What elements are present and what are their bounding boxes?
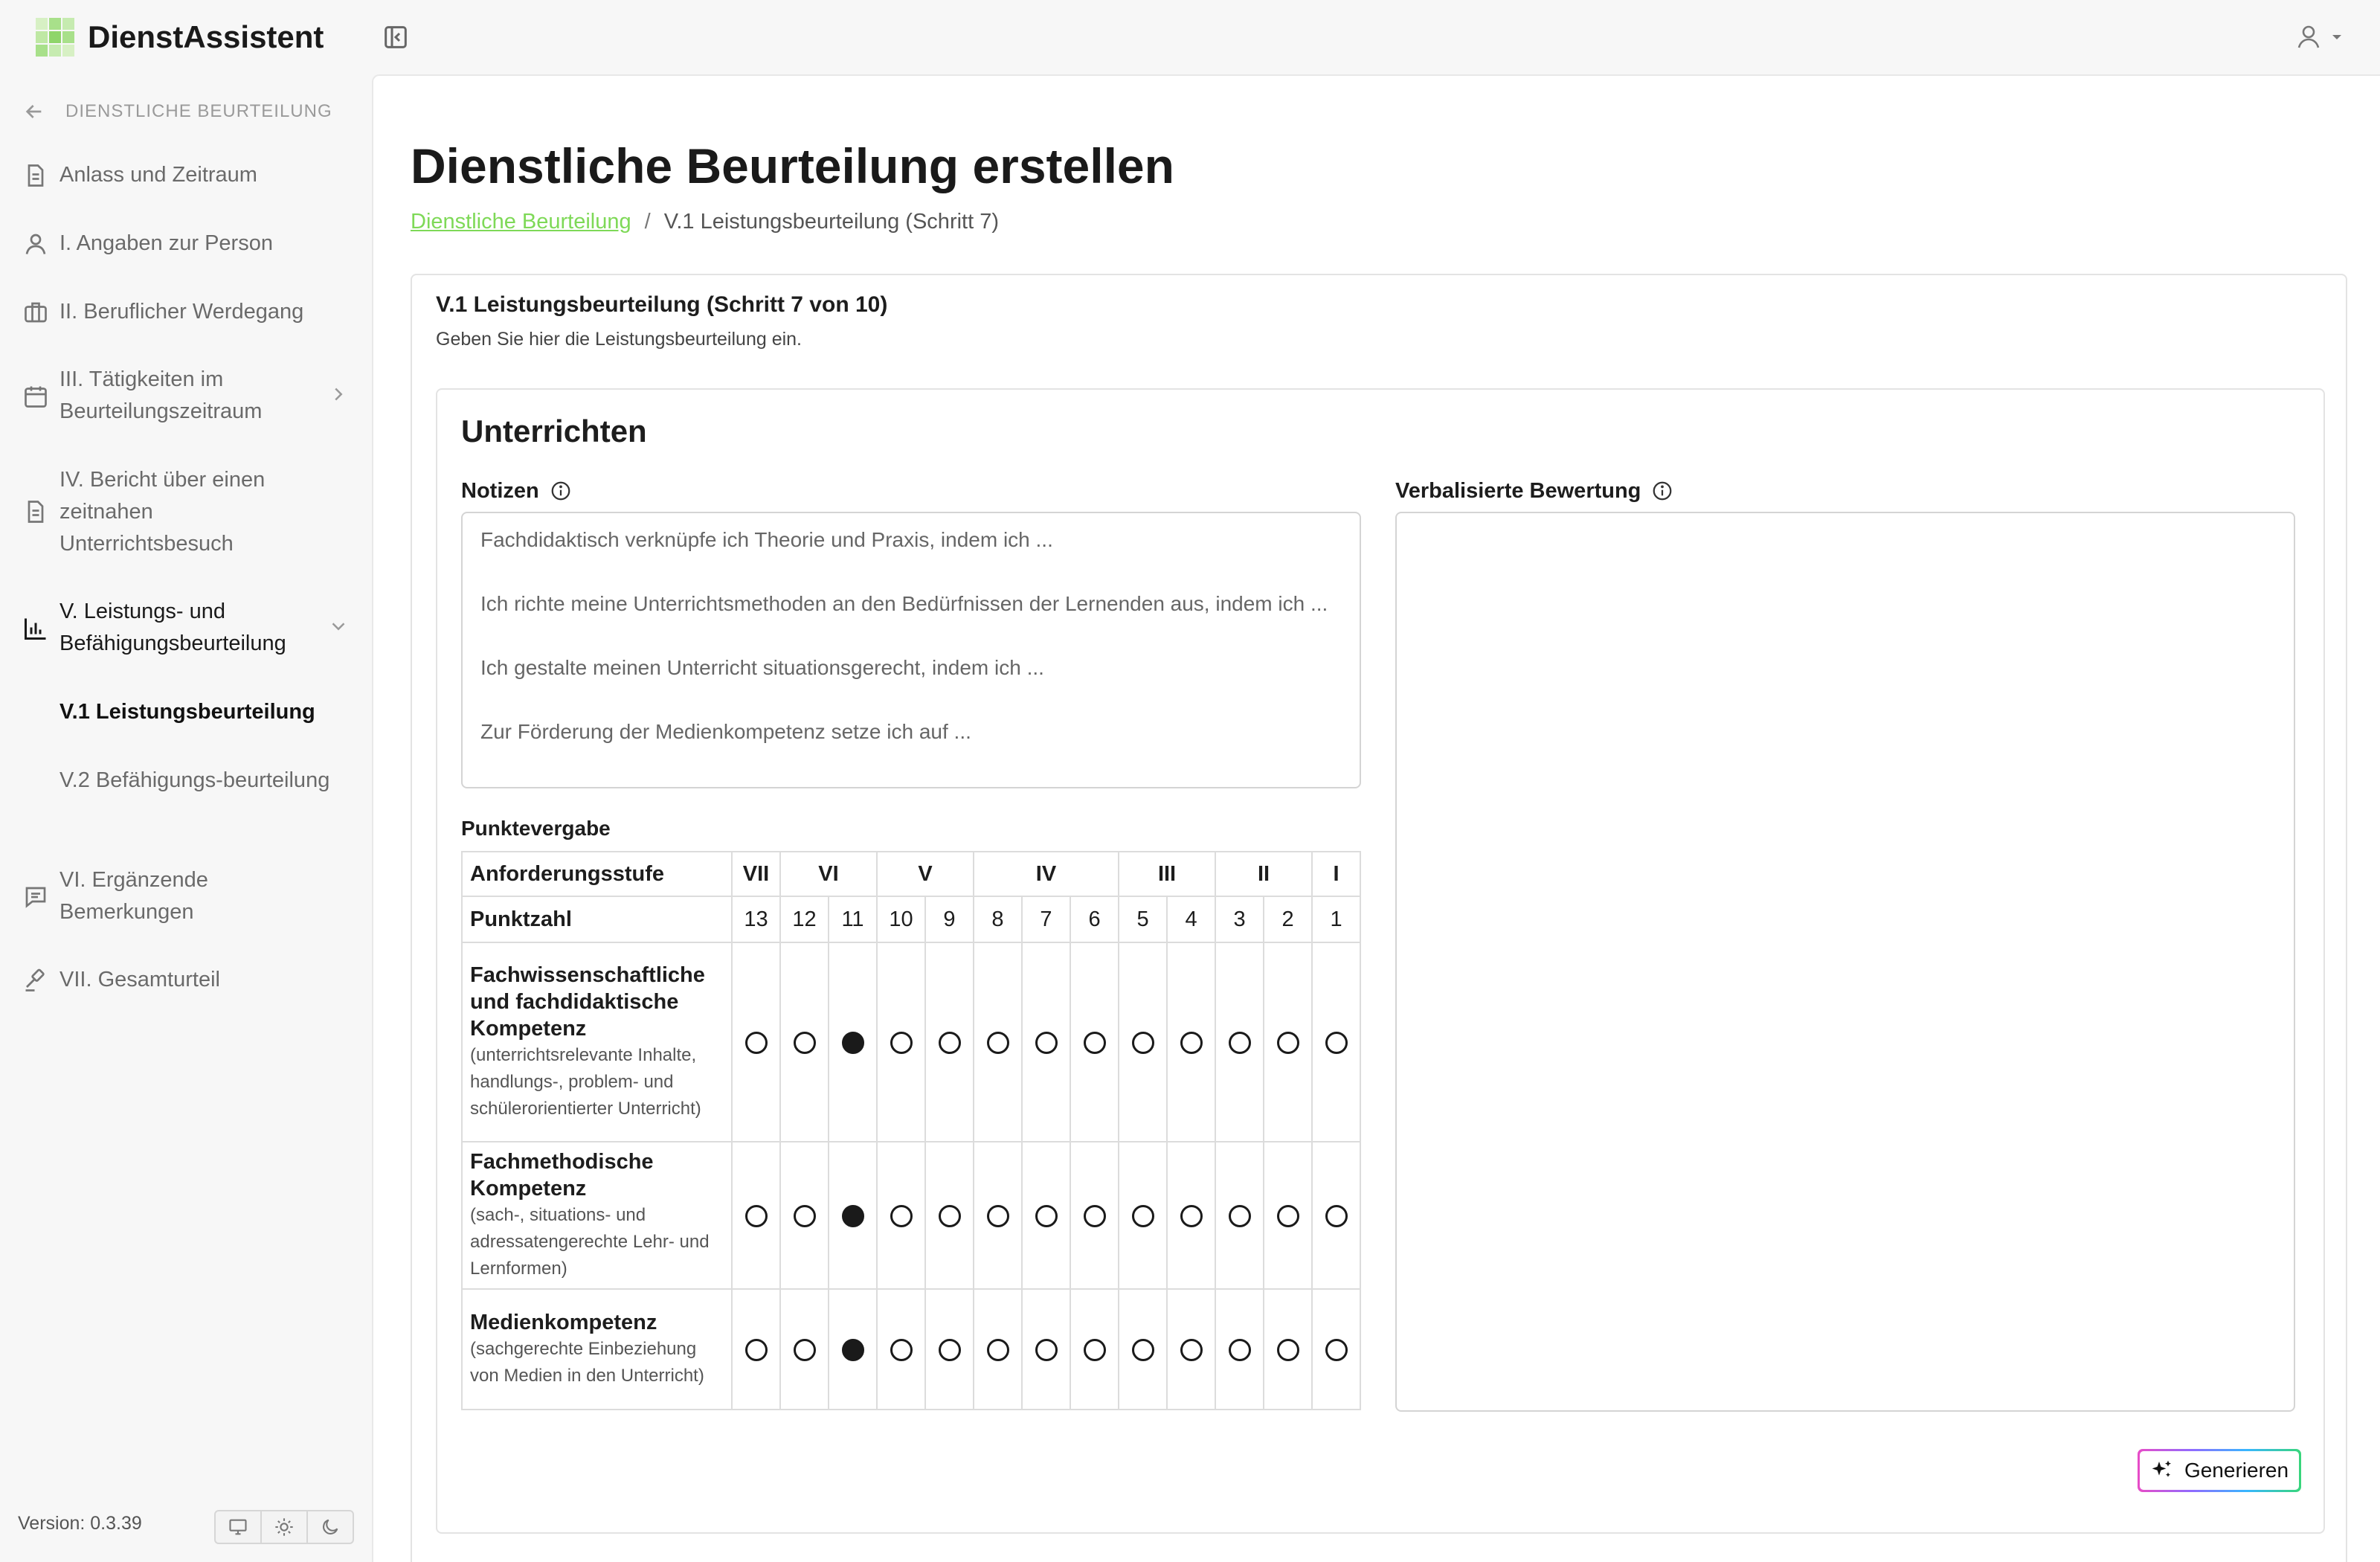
bar-chart-icon xyxy=(22,615,49,642)
radio-cell xyxy=(829,1142,877,1289)
radio-cell xyxy=(1070,942,1119,1142)
radio-cell xyxy=(1264,1289,1312,1410)
radio-cell xyxy=(1167,1142,1215,1289)
score-radio[interactable] xyxy=(842,1032,864,1054)
points-row xyxy=(462,896,1360,942)
criterion-description: (sach-, situations- und adressatengerechte Lehr- und Lernformen) xyxy=(470,1205,710,1279)
document-icon xyxy=(22,498,49,525)
user-icon xyxy=(22,231,49,257)
points-cell: 11 xyxy=(829,896,877,942)
grading-table xyxy=(461,851,1361,1410)
theme-switcher xyxy=(214,1510,354,1544)
radio-cell xyxy=(1312,1289,1360,1410)
theme-dark-button[interactable] xyxy=(308,1511,353,1543)
radio-cell xyxy=(877,1289,925,1410)
criterion-label xyxy=(462,1289,732,1410)
radio-cell xyxy=(732,1142,780,1289)
breadcrumb-current: V.1 Leistungsbeurteilung (Schritt 7) xyxy=(663,210,999,234)
radio-cell xyxy=(974,1289,1022,1410)
score-radio[interactable] xyxy=(1132,1205,1154,1227)
radio-cell xyxy=(1312,942,1360,1142)
sidebar-subitem-leistungsbeurteilung[interactable]: V.1 Leistungsbeurteilung xyxy=(60,700,315,724)
radio-cell xyxy=(732,942,780,1142)
criterion-description: (sachgerechte Einbeziehung von Medien in den Unterricht) xyxy=(470,1339,704,1386)
points-cell: 1 xyxy=(1312,896,1360,942)
score-radio[interactable] xyxy=(1084,1205,1106,1227)
points-cell: 12 xyxy=(780,896,829,942)
radio-cell xyxy=(1215,942,1264,1142)
radio-cell xyxy=(1215,1142,1264,1289)
points-cell: 6 xyxy=(1070,896,1119,942)
notes-label-text: Notizen xyxy=(461,479,539,503)
sidebar-item-label: IV. Bericht über einen zeitnahen Unterrichtsbesuch xyxy=(60,468,266,556)
level-cell: VI xyxy=(780,852,877,896)
sidebar-item-label: Anlass und Zeitraum xyxy=(60,163,257,187)
sidebar-toggle-icon[interactable] xyxy=(381,22,411,52)
generate-button-label: Generieren xyxy=(2184,1459,2289,1482)
score-radio[interactable] xyxy=(842,1205,864,1227)
score-radio[interactable] xyxy=(1132,1032,1154,1054)
gavel-icon xyxy=(22,967,49,994)
points-cell: 9 xyxy=(925,896,974,942)
arrow-left-icon xyxy=(22,100,46,123)
radio-cell xyxy=(1119,1289,1167,1410)
sidebar-item-anlass[interactable] xyxy=(22,159,350,191)
app-logo xyxy=(36,18,76,58)
score-radio[interactable] xyxy=(1180,1205,1203,1227)
radio-cell xyxy=(1264,942,1312,1142)
levels-header: Anforderungsstufe xyxy=(462,852,732,896)
card-subtitle: Geben Sie hier die Leistungsbeurteilung ein. xyxy=(436,329,803,350)
card-title: V.1 Leistungsbeurteilung (Schritt 7 von 10) xyxy=(436,292,888,317)
radio-cell xyxy=(780,1289,829,1410)
theme-light-button[interactable] xyxy=(262,1511,308,1543)
radio-cell xyxy=(1215,1289,1264,1410)
score-radio[interactable] xyxy=(987,1032,1009,1054)
score-radio[interactable] xyxy=(1035,1339,1058,1361)
step-card xyxy=(411,274,2347,1562)
score-radio[interactable] xyxy=(794,1205,816,1227)
radio-cell xyxy=(780,942,829,1142)
score-radio[interactable] xyxy=(1229,1032,1251,1054)
radio-cell xyxy=(1312,1142,1360,1289)
score-radio[interactable] xyxy=(1325,1339,1348,1361)
score-radio[interactable] xyxy=(939,1339,961,1361)
info-icon[interactable] xyxy=(1651,480,1673,502)
score-radio[interactable] xyxy=(1325,1205,1348,1227)
radio-cell xyxy=(1022,1142,1070,1289)
brand-name: DienstAssistent xyxy=(88,19,324,54)
notes-textarea[interactable]: Fachdidaktisch verknüpfe ich Theorie und Praxis, indem ich ... Ich richte meine Unterrichtsmethoden an den Bedürfnissen der Lernenden aus, indem ich ... Ich gestalte meinen Unterricht situationsgerecht, indem ich ... Zur Förderung der Medienkompetenz setze ich auf ... xyxy=(461,512,1361,788)
score-radio[interactable] xyxy=(1035,1205,1058,1227)
criterion-title: Fachmethodische Kompetenz xyxy=(470,1150,654,1201)
score-radio[interactable] xyxy=(1277,1032,1299,1054)
score-radio[interactable] xyxy=(987,1205,1009,1227)
generate-button[interactable] xyxy=(2138,1449,2301,1492)
level-cell: II xyxy=(1215,852,1312,896)
sidebar-item-label: V. Leistungs- und Befähigungsbeurteilung xyxy=(60,600,286,655)
breadcrumb-root-link[interactable]: Dienstliche Beurteilung xyxy=(411,210,631,234)
score-radio[interactable] xyxy=(1229,1339,1251,1361)
radio-cell xyxy=(1119,942,1167,1142)
sidebar-item-leistung[interactable] xyxy=(22,596,350,660)
points-cell: 13 xyxy=(732,896,780,942)
sidebar-item-label: II. Beruflicher Werdegang xyxy=(60,300,304,324)
radio-cell xyxy=(925,1142,974,1289)
criterion-title: Medienkompetenz xyxy=(470,1311,657,1334)
radio-cell xyxy=(1167,942,1215,1142)
radio-cell xyxy=(829,942,877,1142)
score-radio[interactable] xyxy=(745,1339,768,1361)
score-radio[interactable] xyxy=(939,1032,961,1054)
moon-icon xyxy=(320,1517,341,1537)
score-radio[interactable] xyxy=(1084,1032,1106,1054)
section-title: Unterrichten xyxy=(461,414,647,449)
user-menu-button[interactable] xyxy=(2295,21,2352,54)
info-icon[interactable] xyxy=(550,480,572,502)
notes-label xyxy=(461,476,572,506)
radio-cell xyxy=(1022,1289,1070,1410)
score-radio[interactable] xyxy=(745,1205,768,1227)
radio-cell xyxy=(974,942,1022,1142)
theme-system-button[interactable] xyxy=(216,1511,262,1543)
score-radio[interactable] xyxy=(1277,1339,1299,1361)
grading-label: Punktevergabe xyxy=(461,817,611,840)
criterion-label xyxy=(462,1142,732,1289)
level-cell: I xyxy=(1312,852,1360,896)
levels-row xyxy=(462,852,1360,896)
document-icon xyxy=(22,162,49,189)
points-header: Punktzahl xyxy=(462,896,732,942)
radio-cell xyxy=(925,942,974,1142)
score-radio[interactable] xyxy=(1084,1339,1106,1361)
score-radio[interactable] xyxy=(890,1032,913,1054)
radio-cell xyxy=(732,1289,780,1410)
score-radio[interactable] xyxy=(745,1032,768,1054)
points-cell: 7 xyxy=(1022,896,1070,942)
points-cell: 10 xyxy=(877,896,925,942)
sidebar-item-bericht[interactable] xyxy=(22,464,350,560)
points-cell: 5 xyxy=(1119,896,1167,942)
calendar-icon xyxy=(22,383,49,410)
sidebar-item-label: I. Angaben zur Person xyxy=(60,231,273,255)
score-radio[interactable] xyxy=(1277,1205,1299,1227)
criterion-row xyxy=(462,1142,1360,1289)
score-radio[interactable] xyxy=(1180,1032,1203,1054)
radio-cell xyxy=(1022,942,1070,1142)
breadcrumb xyxy=(411,207,999,237)
level-cell: V xyxy=(877,852,974,896)
score-radio[interactable] xyxy=(890,1205,913,1227)
criterion-description: (unterrichtsrelevante Inhalte, handlungs-, problem- und schülerorientierter Unterricht) xyxy=(470,1045,701,1119)
sidebar-item-gesamturteil[interactable] xyxy=(22,964,350,996)
radio-cell xyxy=(829,1289,877,1410)
verbal-rating-textarea[interactable] xyxy=(1395,512,2295,1412)
level-cell: VII xyxy=(732,852,780,896)
points-cell: 2 xyxy=(1264,896,1312,942)
chevron-right-icon xyxy=(327,383,350,405)
score-radio[interactable] xyxy=(1180,1339,1203,1361)
verbal-label-text: Verbalisierte Bewertung xyxy=(1395,479,1641,503)
sidebar-item-werdegang[interactable] xyxy=(22,296,350,328)
score-radio[interactable] xyxy=(1132,1339,1154,1361)
level-cell: IV xyxy=(974,852,1119,896)
score-radio[interactable] xyxy=(794,1032,816,1054)
radio-cell xyxy=(1070,1289,1119,1410)
radio-cell xyxy=(974,1142,1022,1289)
score-radio[interactable] xyxy=(1325,1032,1348,1054)
criterion-label xyxy=(462,942,732,1142)
score-radio[interactable] xyxy=(842,1339,864,1361)
chevron-down-icon xyxy=(327,615,350,637)
score-radio[interactable] xyxy=(1035,1032,1058,1054)
radio-cell xyxy=(1119,1142,1167,1289)
points-cell: 4 xyxy=(1167,896,1215,942)
section-unterrichten xyxy=(436,388,2325,1534)
score-radio[interactable] xyxy=(939,1205,961,1227)
back-link[interactable] xyxy=(22,95,332,128)
sun-icon xyxy=(274,1517,295,1537)
version-label: Version: 0.3.39 xyxy=(18,1513,142,1534)
page-title: Dienstliche Beurteilung erstellen xyxy=(411,138,1174,193)
main-content xyxy=(372,74,2380,1562)
criterion-row xyxy=(462,1289,1360,1410)
verbal-label xyxy=(1395,476,1673,506)
radio-cell xyxy=(780,1142,829,1289)
radio-cell xyxy=(1264,1142,1312,1289)
criterion-title: Fachwissenschaftliche und fachdidaktische Kompetenz xyxy=(470,963,705,1041)
sparkles-icon xyxy=(2150,1459,2174,1482)
level-cell: III xyxy=(1119,852,1215,896)
points-cell: 3 xyxy=(1215,896,1264,942)
radio-cell xyxy=(877,942,925,1142)
sidebar-item-label: III. Tätigkeiten im Beurteilungszeitraum xyxy=(60,367,263,423)
radio-cell xyxy=(925,1289,974,1410)
radio-cell xyxy=(1167,1289,1215,1410)
sidebar-item-label: VII. Gesamturteil xyxy=(60,968,220,991)
briefcase-icon xyxy=(22,299,49,326)
sidebar-item-person[interactable] xyxy=(22,228,350,260)
score-radio[interactable] xyxy=(987,1339,1009,1361)
message-icon xyxy=(22,884,49,910)
score-radio[interactable] xyxy=(890,1339,913,1361)
breadcrumb-separator: / xyxy=(644,210,651,234)
back-link-label: DIENSTLICHE BEURTEILUNG xyxy=(65,101,332,121)
score-radio[interactable] xyxy=(1229,1205,1251,1227)
radio-cell xyxy=(877,1142,925,1289)
sidebar-item-bemerkungen[interactable] xyxy=(22,864,350,928)
top-bar xyxy=(0,0,2380,74)
score-radio[interactable] xyxy=(794,1339,816,1361)
sidebar-subitem-befaehigungsbeurteilung[interactable]: V.2 Befähigungs-beurteilung xyxy=(60,768,330,792)
points-cell: 8 xyxy=(974,896,1022,942)
monitor-icon xyxy=(228,1517,248,1537)
sidebar-item-label: VI. Ergänzende Bemerkungen xyxy=(60,868,208,924)
radio-cell xyxy=(1070,1142,1119,1289)
sidebar-item-taetigkeiten[interactable] xyxy=(22,364,350,428)
criterion-row xyxy=(462,942,1360,1142)
